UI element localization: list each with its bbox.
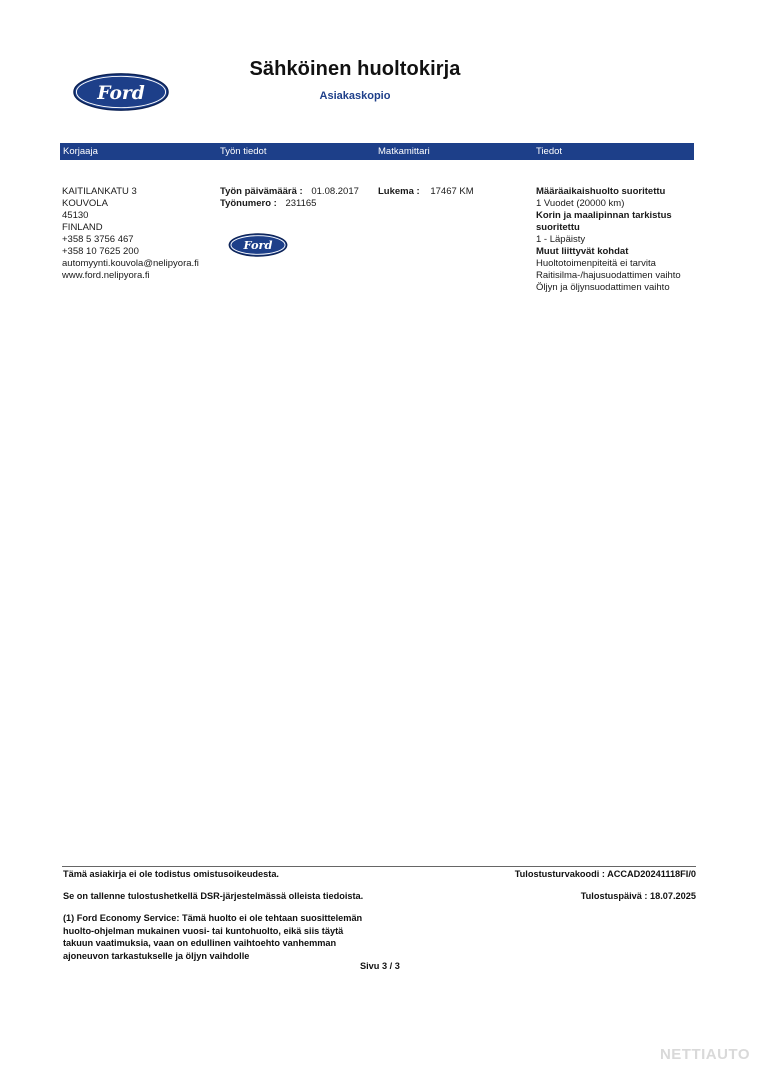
work-number-label: Työnumero : [220,198,277,209]
detail-line: Raitisilma-/hajusuodattimen vaihto [536,270,681,281]
footer-ownership-note: Tämä asiakirja ei ole todistus omistusoikeudesta. [63,869,279,879]
detail-line: Määräaikaishuolto suoritettu [536,186,666,197]
odometer-info [378,186,474,198]
detail-line: 1 Vuodet (20000 km) [536,198,625,209]
footer-divider [62,866,696,867]
repairer-city: KOUVOLA [62,198,108,209]
nettiauto-watermark: NETTIAUTO [659,1046,750,1063]
economy-service-note [63,912,362,962]
detail-line: 1 - Läpäisty [536,234,586,245]
note-line: ajoneuvon tarkastukselle ja öljyn vaihdolle [63,950,250,961]
work-info [220,186,359,210]
repairer-postal: 45130 [62,210,89,221]
ford-logo-small-text: Ford [243,238,273,253]
column-header-details: Tiedot [536,146,563,157]
section-header-bar [60,143,694,160]
work-date-value: 01.08.2017 [311,186,359,197]
detail-line: Huoltotoimenpiteitä ei tarvita [536,258,656,269]
repairer-website: www.ford.nelipyora.fi [62,270,150,281]
repairer-email: automyynti.kouvola@nelipyora.fi [62,258,199,269]
column-header-work: Työn tiedot [220,146,267,157]
work-date-label: Työn päivämäärä : [220,186,303,197]
detail-line: Korin ja maalipinnan tarkistus [536,210,672,221]
repairer-phone-2: +358 10 7625 200 [62,246,139,257]
note-line: takuun vaatimuksia, vaan on edullinen vaihtoehto vanhemman [63,938,337,948]
detail-line: Muut liittyvät kohdat [536,246,629,257]
column-header-repairer: Korjaaja [63,146,98,157]
ford-logo [72,72,170,112]
footer-saved-copy-note: Se on tallenne tulostushetkellä DSR-järjestelmässä olleista tiedoista. [63,891,364,901]
footer-security-code: Tulostusturvakoodi : ACCAD20241118FI/0 [514,869,696,879]
odometer-label: Lukema : [378,186,420,197]
repairer-address: KAITILANKATU 3 [62,186,137,197]
column-header-odometer: Matkamittari [378,146,430,157]
repairer-country: FINLAND [62,222,103,233]
note-line: huolto-ohjelman mukainen vuosi- tai kuntohuolto, eikä siis täytä [63,925,344,936]
detail-line: suoritettu [536,222,580,233]
work-number-value: 231165 [285,198,317,209]
detail-line: Öljyn ja öljynsuodattimen vaihto [536,282,670,293]
details-info [536,186,681,294]
footer-print-date: Tulostuspäivä : 18.07.2025 [580,891,696,901]
repairer-info [62,186,199,282]
odometer-value: 17467 KM [430,186,474,197]
note-line: (1) Ford Economy Service: Tämä huolto ei ole tehtaan suosittelemän [63,913,363,923]
page-number: Sivu 3 / 3 [360,961,400,971]
document-subtitle: Asiakaskopio [319,90,391,102]
ford-logo-text: Ford [97,82,145,104]
repairer-phone-1: +358 5 3756 467 [62,234,134,245]
document-title: Sähköinen huoltokirja [249,58,461,80]
ford-logo-small [228,233,288,257]
